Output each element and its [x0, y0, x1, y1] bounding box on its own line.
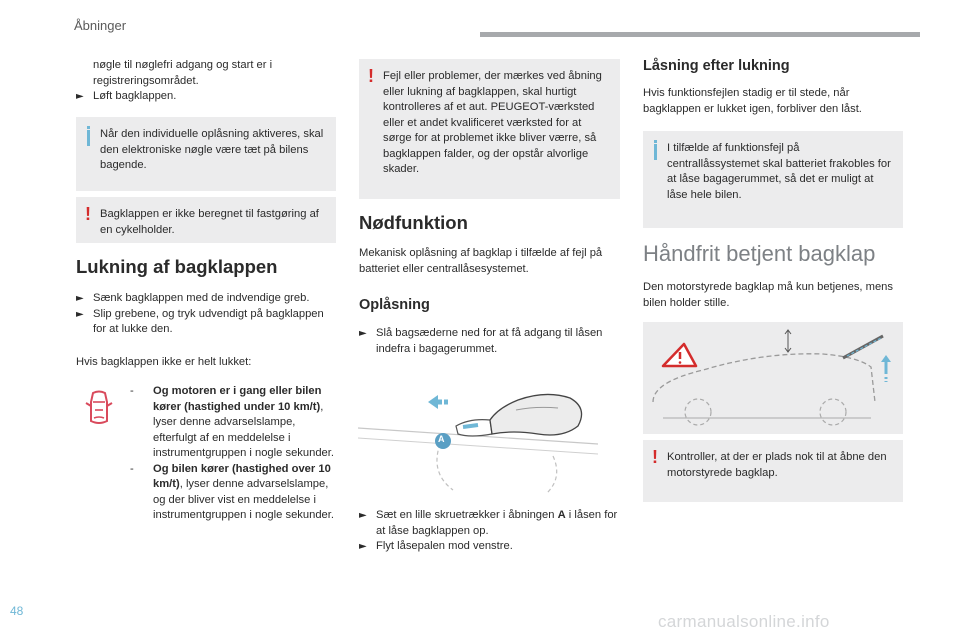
chapter-bar — [480, 32, 920, 37]
arrow-bullet-icon: ► — [359, 510, 367, 521]
heading-unlock: Oplåsning — [359, 297, 430, 313]
bullet-unlock-1: ► Slå bagsæderne ned for at få adgang til låsen indefra i bagagerummet. — [359, 327, 603, 355]
label-a: A — [438, 434, 445, 444]
section-locking — [643, 58, 905, 117]
warning-exclamation-icon: ! — [368, 66, 374, 86]
arrow-bullet-icon: ► — [76, 308, 84, 320]
open-door-warning-icon — [84, 390, 114, 426]
warning-box-faults: ! Fejl eller problemer, der mærkes ved åbning eller lukning af bagklappen, skal hurtigt kontrolleres af et aut. PEUGEOT-værksted eller et andet kvalificeret værksted for at sørge for at problemet ikke bliver værre, så bagklappen falder, og der opstår alvorlige skader. — [359, 59, 620, 199]
footer-watermark-url: carmanualsonline.info — [658, 612, 830, 631]
warning-box-bike-holder: ! Bagklappen er ikke beregnet til fastgøring af en cykelholder. — [76, 197, 336, 243]
warning-exclamation-icon: ! — [85, 204, 91, 224]
car-tailgate-illustration — [643, 322, 903, 434]
column-1 — [76, 58, 336, 105]
continued-text-line2: registreringsområdet. — [93, 74, 199, 87]
bullet-unlock-3: ► Flyt låsepalen mod venstre. — [359, 539, 621, 555]
heading-emergency: Nødfunktion — [359, 212, 468, 233]
not-closed-text: Hvis bagklappen ikke er helt lukket: — [76, 355, 252, 368]
warning-box-space: ! Kontroller, at der er plads nok til at åbne den motorstyrede bagklap. — [643, 440, 903, 502]
warning-lamp-list — [130, 384, 338, 524]
handsfree-text: Den motorstyrede bagklap må kun betjenes, mens bilen holder stille. — [643, 281, 893, 309]
bullet-closing-1: ► Sænk bagklappen med de indvendige greb. — [76, 291, 338, 307]
info-box-individual-unlock: Når den individuelle oplåsning aktiveres, skal den elektroniske nøgle være tæt på bilens bagende. — [76, 117, 336, 191]
info-icon — [654, 140, 657, 143]
warning-exclamation-icon: ! — [652, 447, 658, 467]
continued-text-line1: nøgle til nøglefri adgang og start er i — [93, 59, 273, 71]
heading-locking: Låsning efter lukning — [643, 58, 790, 74]
bullet-unlock-2: ► Sæt en lille skruetrækker i åbningen A i låsen for at låse bagklappen op. — [359, 509, 618, 537]
arrow-bullet-icon: ► — [76, 91, 84, 102]
chapter-title: Åbninger — [74, 18, 127, 33]
section-emergency — [359, 212, 621, 357]
emergency-text: Mekanisk oplåsning af bagklap i tilfælde af fejl på batteriet eller centrallåsesystemet. — [359, 247, 603, 275]
arrow-bullet-icon: ► — [359, 541, 367, 552]
bullet-closing-2: ► Slip grebene, og tryk udvendigt på bagklappen for at lukke den. — [76, 307, 324, 335]
list-item: - Og bilen kører (hastighed over 10 km/t), lyser denne advarselslampe, og der bliver vist en meddelelse i instrumentgruppen i nogle sekunder. — [130, 462, 334, 521]
section-closing — [76, 256, 338, 370]
bullet-lift: ► Løft bagklappen. — [76, 89, 336, 105]
arrow-bullet-icon: ► — [76, 293, 84, 304]
screwdriver-illustration — [358, 378, 598, 498]
info-box-central-locking: I tilfælde af funktionsfejl på centrallåssystemet skal batteriet frakobles for at låse bagagerummet, så det er muligt at låse hele bilen. — [643, 131, 903, 228]
unlock-steps — [359, 508, 621, 555]
locking-text: Hvis funktionsfejlen stadig er til stede, når bagklappen er lukket igen, forbliver den låst. — [643, 87, 862, 115]
arrow-bullet-icon: ► — [359, 328, 367, 339]
section-handsfree — [643, 240, 905, 311]
heading-closing: Lukning af bagklappen — [76, 256, 278, 277]
heading-handsfree: Håndfrit betjent bagklap — [643, 241, 876, 266]
page-number: 48 — [10, 604, 24, 618]
info-icon — [87, 126, 90, 129]
list-item: - Og motoren er i gang eller bilen kører (hastighed under 10 km/t), lyser denne advarselslampe, efterfulgt af en meddelelse i instrumentgruppen i nogle sekunder. — [130, 385, 334, 459]
